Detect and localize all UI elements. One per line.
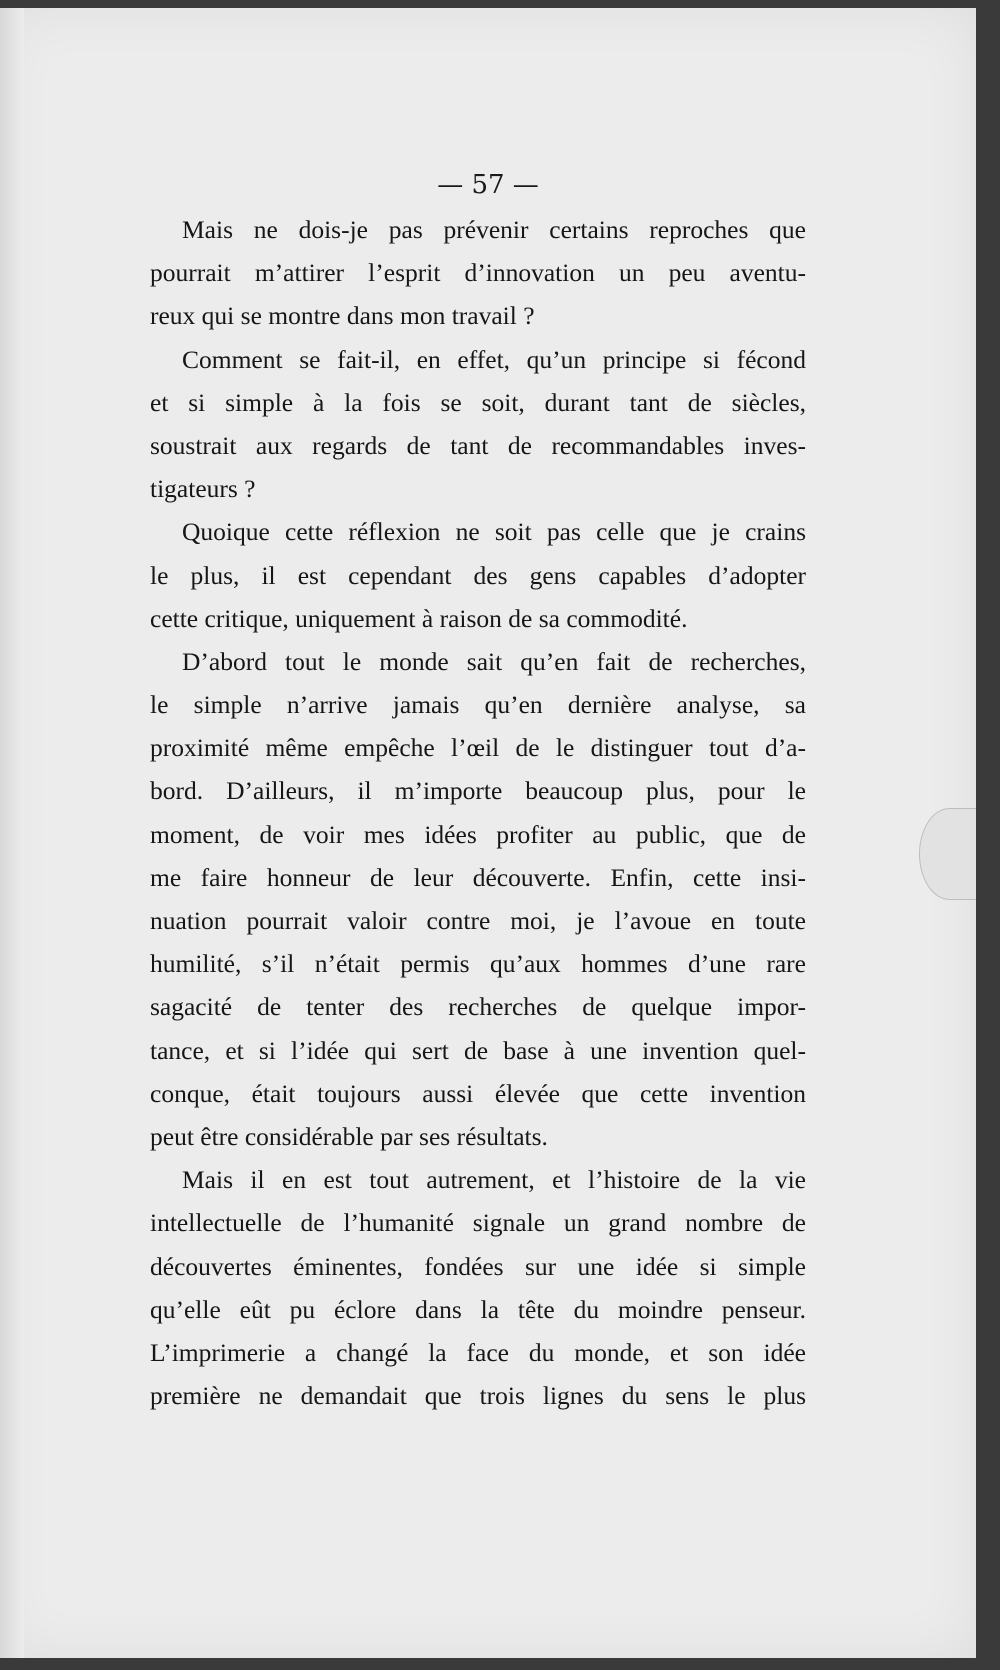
text-line: bord. D’ailleurs, il m’importe beaucoup plus, pour le bbox=[150, 776, 806, 806]
text-line: L’imprimerie a changé la face du monde, et son idée bbox=[150, 1337, 806, 1367]
page-number: — 57 — bbox=[437, 170, 539, 200]
text-line: humilité, s’il n’était permis qu’aux hommes d’une rare bbox=[150, 949, 806, 979]
text-line: le plus, il est cependant des gens capables d’adopter bbox=[150, 560, 806, 590]
book-page bbox=[0, 8, 976, 1658]
text-line: tigateurs ? bbox=[150, 474, 256, 504]
text-line: me faire honneur de leur découverte. Enfin, cette insi- bbox=[150, 862, 806, 892]
text-line: sagacité de tenter des recherches de quelque impor- bbox=[150, 992, 806, 1022]
text-line: intellectuelle de l’humanité signale un grand nombre de bbox=[150, 1208, 806, 1238]
text-line: conque, était toujours aussi élevée que cette invention bbox=[150, 1078, 806, 1108]
text-line: Quoique cette réflexion ne soit pas celle que je crains bbox=[182, 517, 806, 547]
text-line: reux qui se montre dans mon travail ? bbox=[150, 301, 535, 331]
text-line: Comment se fait-il, en effet, qu’un principe si fécond bbox=[182, 344, 806, 374]
text-line: nuation pourrait valoir contre moi, je l’avoue en toute bbox=[150, 906, 806, 935]
text-line: cette critique, uniquement à raison de sa commodité. bbox=[150, 603, 688, 633]
text-line: proximité même empêche l’œil de le distinguer tout d’a- bbox=[150, 733, 806, 763]
body-text bbox=[150, 208, 806, 1417]
text-line: moment, de voir mes idées profiter au public, que de bbox=[150, 819, 806, 849]
page-tab-marker bbox=[919, 808, 976, 900]
text-line: pourrait m’attirer l’esprit d’innovation un peu aventu- bbox=[150, 258, 806, 288]
text-line: D’abord tout le monde sait qu’en fait de recherches, bbox=[182, 646, 806, 676]
text-line: première ne demandait que trois lignes du sens le plus bbox=[150, 1381, 806, 1411]
page-edge bbox=[0, 8, 24, 1658]
text-line: soustrait aux regards de tant de recommandables inves- bbox=[150, 430, 806, 460]
text-line: tance, et si l’idée qui sert de base à une invention quel- bbox=[150, 1035, 806, 1065]
text-line: peut être considérable par ses résultats. bbox=[150, 1121, 548, 1151]
text-line: le simple n’arrive jamais qu’en dernière analyse, sa bbox=[150, 690, 806, 720]
text-line: découvertes éminentes, fondées sur une idée si simple bbox=[150, 1251, 806, 1281]
text-line: Mais il en est tout autrement, et l’histoire de la vie bbox=[182, 1165, 806, 1195]
text-line: Mais ne dois-je pas prévenir certains reproches que bbox=[182, 215, 806, 244]
text-line: qu’elle eût pu éclore dans la tête du moindre penseur. bbox=[150, 1294, 806, 1324]
text-line: et si simple à la fois se soit, durant tant de siècles, bbox=[150, 387, 806, 417]
